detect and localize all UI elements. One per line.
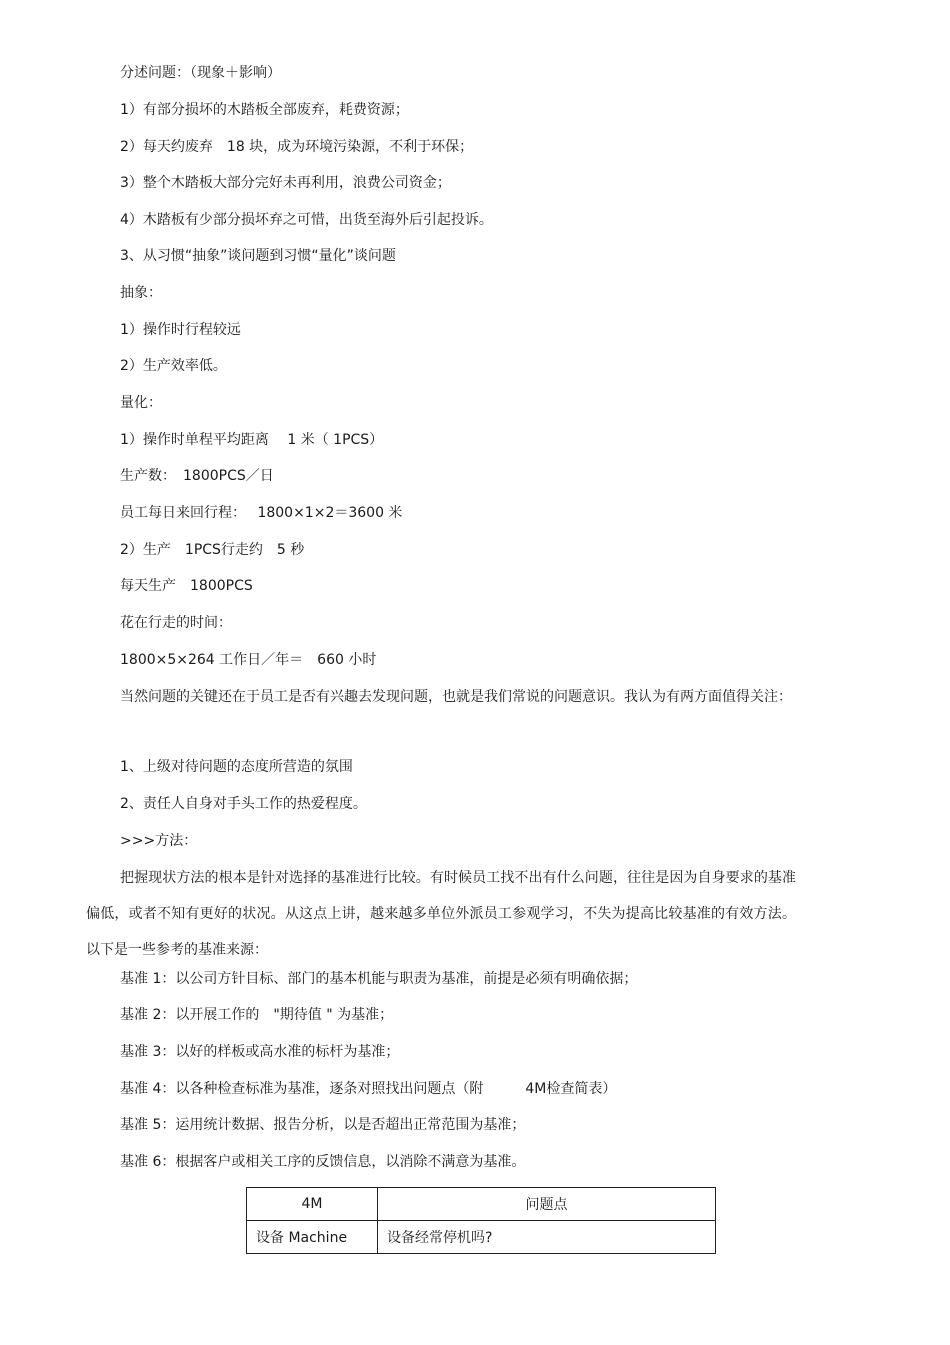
standard-item: 基准 5：运用统计数据、报告分析，以是否超出正常范围为基准； [120,1117,526,1133]
text-line: 2）生产 1PCS行走约 5 秒 [120,542,305,558]
text-line: 2、责任人自身对手头工作的热爱程度。 [120,796,367,812]
text-line: 员工每日来回行程： 1800×1×2＝3600 米 [120,505,403,521]
text-line: 1、上级对待问题的态度所营造的氛围 [120,759,353,775]
text-line: 分述问题：（现象＋影响） [120,65,281,81]
text-line: 1800×5×264 工作日／年＝ 660 小时 [120,652,377,668]
section-heading: >>>方法： [120,833,198,849]
text-line: 1）有部分损坏的木踏板全部废弃，耗费资源； [120,102,409,118]
text-line: 2）生产效率低。 [120,358,227,374]
table-header-cell: 4M [247,1188,378,1221]
standard-item: 基准 2：以开展工作的 "期待值 " 为基准； [120,1007,394,1023]
text-line: 量化： [120,395,162,411]
text-line: 1）操作时行程较远 [120,322,241,338]
standard-item: 基准 1：以公司方针目标、部门的基本机能与职责为基准，前提是必须有明确依据； [120,971,638,987]
text-line: 花在行走的时间： [120,615,232,631]
table-header-cell: 问题点 [378,1188,716,1221]
standard-item: 基准 6：根据客户或相关工序的反馈信息，以消除不满意为基准。 [120,1154,526,1170]
standard-item: 基准 4：以各种检查标准为基准，逐条对照找出问题点（附 4M检查简表） [120,1081,617,1097]
table-cell: 设备经常停机吗? [378,1221,716,1254]
text-line: 2）每天约废弃 18 块，成为环境污染源，不利于环保； [120,139,474,155]
table-header-row [247,1188,716,1221]
text-line: 4）木踏板有少部分损坏弃之可惜，出货至海外后引起投诉。 [120,212,493,228]
table-cell: 设备 Machine [247,1221,378,1254]
text-line: 抽象： [120,285,162,301]
text-line: 3）整个木踏板大部分完好未再利用，浪费公司资金； [120,175,451,191]
table-row [247,1221,716,1254]
paragraph-problem-awareness: 当然问题的关键还在于员工是否有兴趣去发现问题，也就是我们常说的问题意识。我认为有两方面值得关注： [120,689,792,705]
text-line: 每天生产 1800PCS [120,578,253,594]
standard-item: 基准 3：以好的样板或高水准的标杆为基准； [120,1044,400,1060]
text-line: 生产数： 1800PCS／日 [120,468,274,484]
4m-check-table [246,1187,716,1254]
paragraph-method: 把握现状方法的根本是针对选择的基准进行比较。有时候员工找不出有什么问题，往往是因为自身要求的基准偏低，或者不知有更好的状况。从这点上讲，越来越多单位外派员工参观学习，不失为提高比较基准的有效方法。以下是一些参考的基准来源： [86,870,796,958]
section-heading: 3、从习惯“抽象”谈问题到习惯“量化”谈问题 [120,248,396,264]
text-line: 1）操作时单程平均距离 1 米（ 1PCS） [120,432,384,448]
